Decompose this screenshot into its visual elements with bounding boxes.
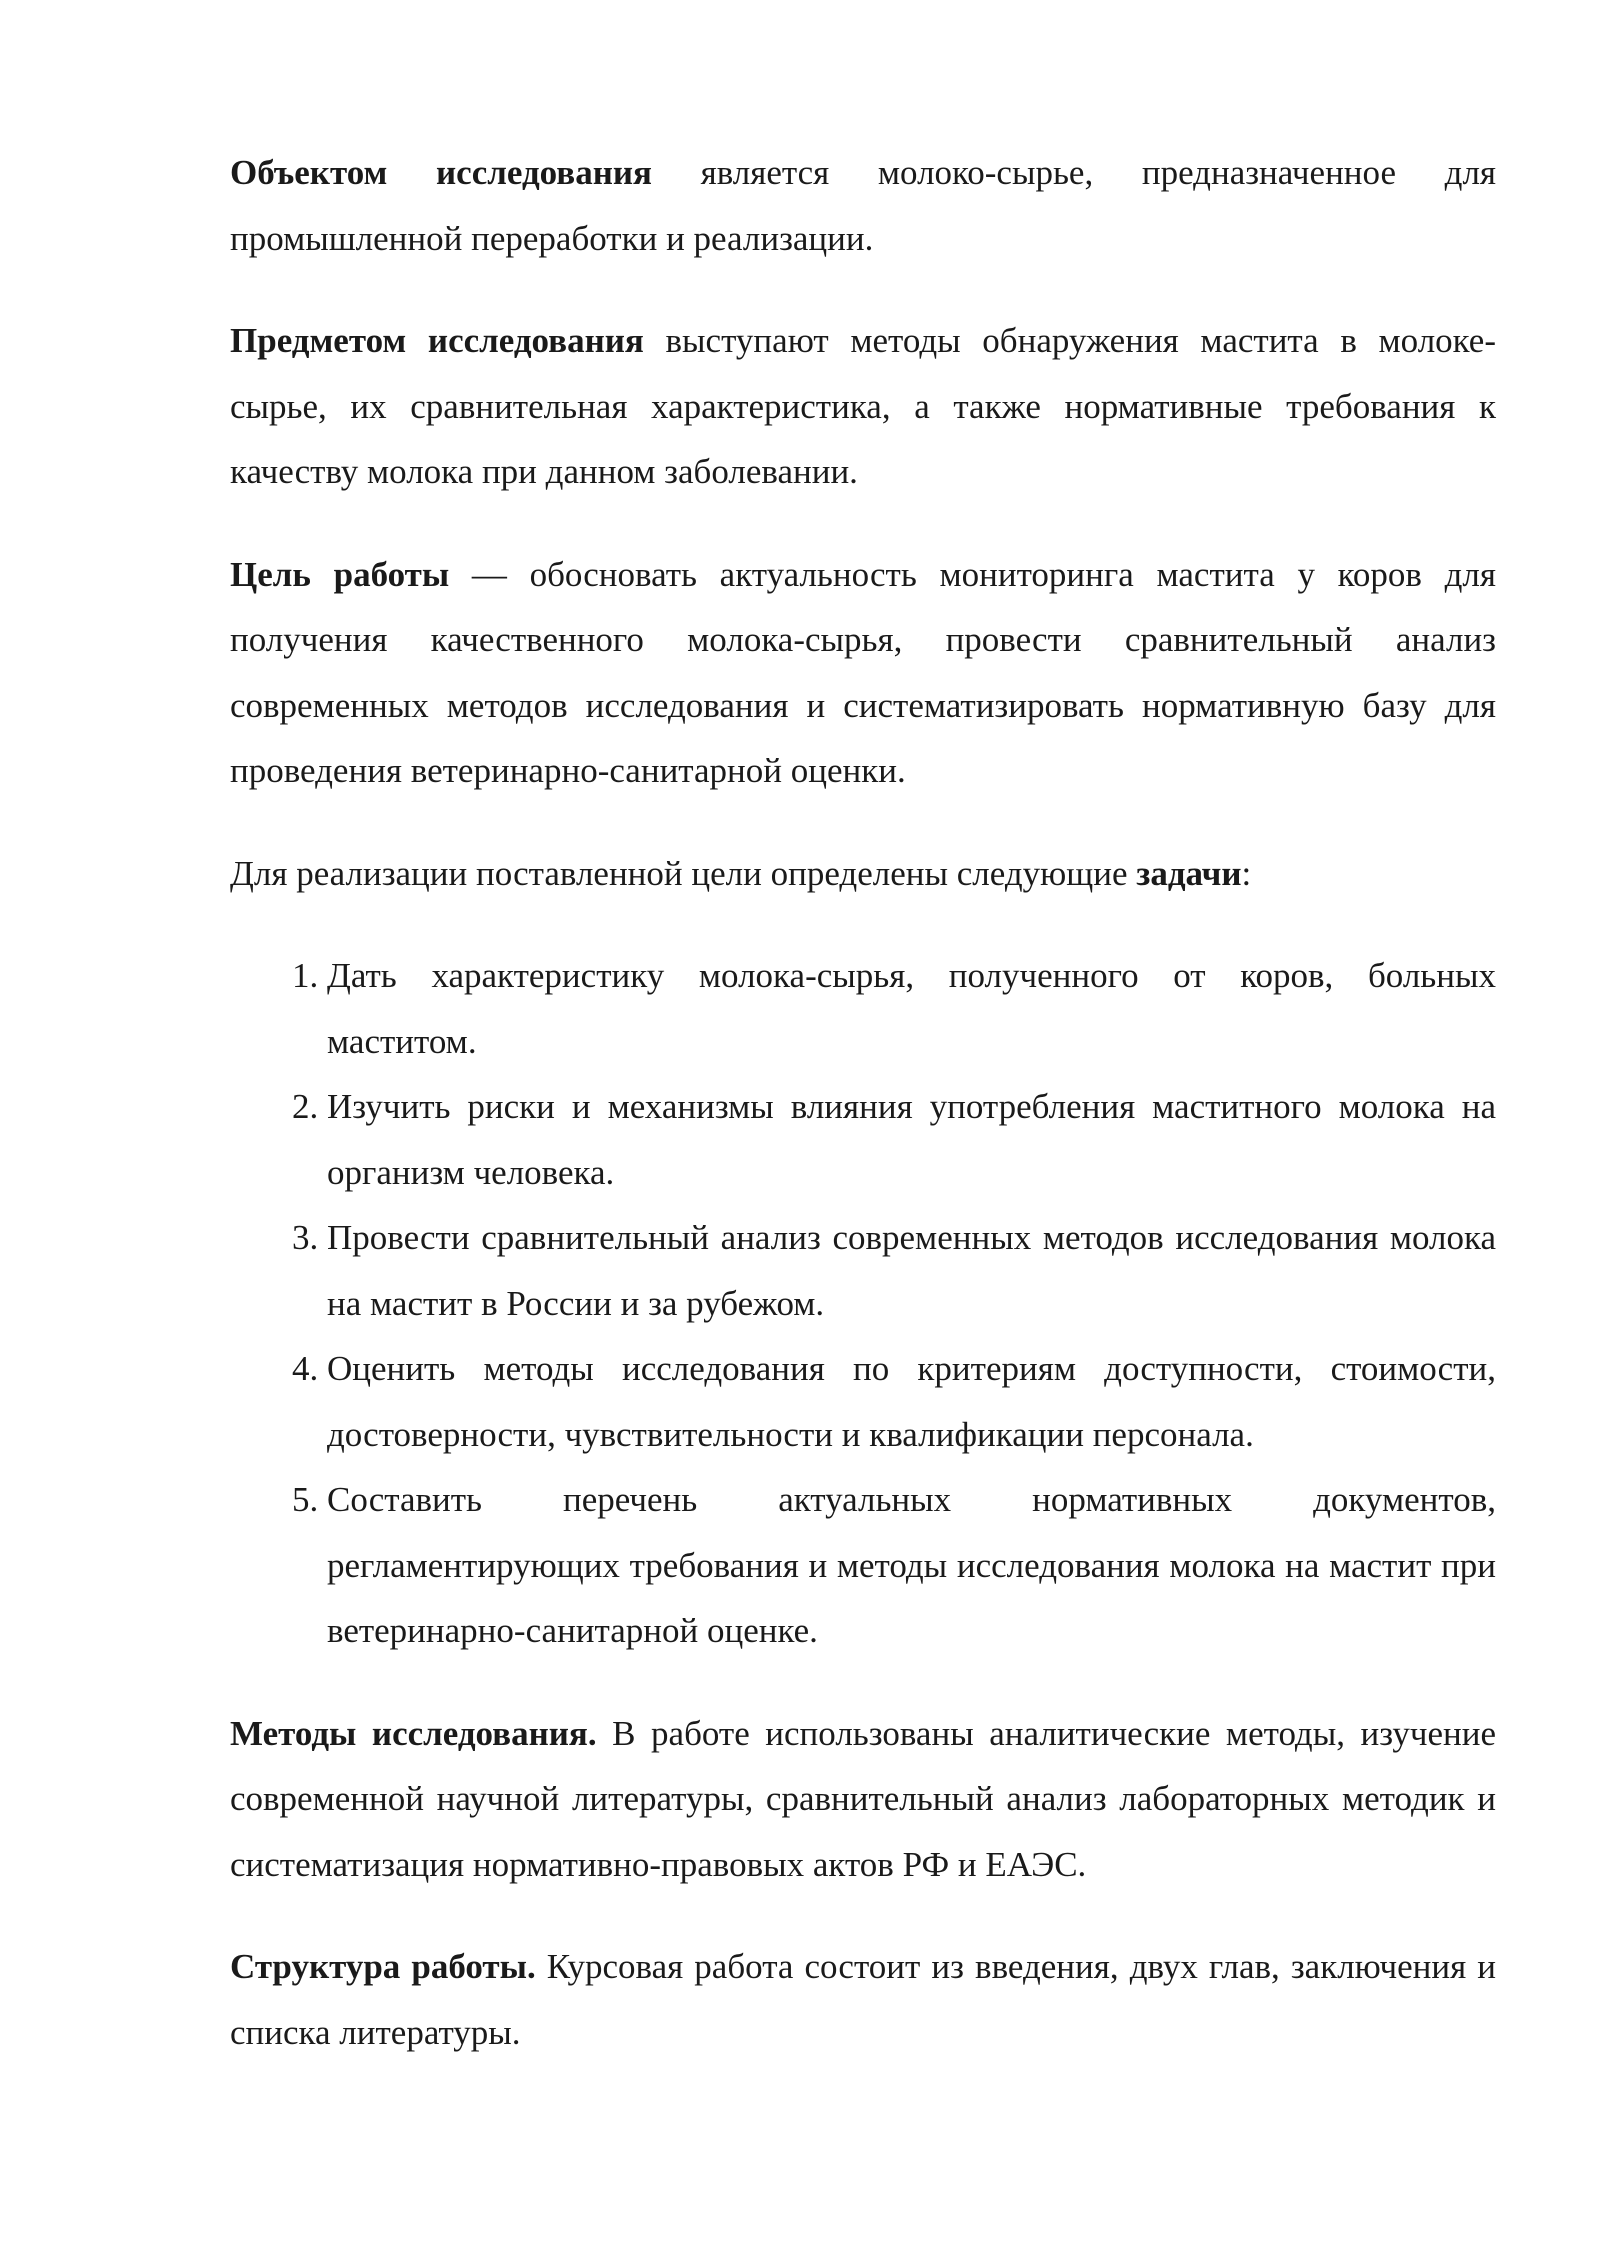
tasks-intro-text: Для реализации поставленной цели определены следующие	[230, 853, 1137, 893]
tasks-list	[230, 943, 1496, 1664]
object-text: является молоко-сырье, предназначенное для промышленной переработки и реализации.	[230, 153, 1497, 258]
object-paragraph	[230, 140, 1496, 271]
task-item-1: 1. Дать характеристику молока-сырья, полученного от коров, больных маститом.	[327, 943, 1496, 1074]
methods-paragraph	[230, 1701, 1496, 1898]
goal-text: — обосновать актуальность мониторинга мастита у коров для получения качественного молока-сырья, провести сравнительный анализ современных методов исследования и систематизировать нормативную базу для проведения ветеринарно-санитарной оценки.	[230, 554, 1496, 790]
document-page	[230, 140, 1496, 2102]
object-label: Объектом исследования	[230, 153, 652, 192]
tasks-intro-label: задачи	[1136, 853, 1242, 893]
task-item-3: 3. Провести сравнительный анализ современных методов исследования молока на мастит в России и за рубежом.	[327, 1205, 1496, 1336]
tasks-intro-paragraph	[230, 841, 1496, 907]
structure-text: Курсовая работа состоит из введения, двух глав, заключения и списка литературы.	[230, 1947, 1496, 2052]
structure-paragraph	[230, 1934, 1496, 2065]
subject-paragraph	[230, 308, 1496, 505]
tasks-intro-tail: :	[1241, 853, 1252, 893]
task-item-4: 4. Оценить методы исследования по критериям доступности, стоимости, достоверности, чувствительности и квалификации персонала.	[327, 1336, 1496, 1467]
task-item-2: 2. Изучить риски и механизмы влияния употребления маститного молока на организм человека.	[327, 1074, 1496, 1205]
subject-label: Предметом исследования	[230, 321, 644, 360]
structure-label: Структура работы.	[230, 1947, 536, 1986]
subject-text: выступают методы обнаружения мастита в молоке-сырье, их сравнительная характеристика, а также нормативные требования к качеству молока при данном заболевании.	[230, 321, 1497, 491]
task-item-5: 5. Составить перечень актуальных нормативных документов, регламентирующих требования и методы исследования молока на мастит при ветеринарно-санитарной оценке.	[327, 1467, 1496, 1664]
goal-label: Цель работы	[230, 554, 450, 594]
methods-text: В работе использованы аналитические методы, изучение современной научной литературы, сравнительный анализ лабораторных методик и систематизация нормативно-правовых актов РФ и ЕАЭС.	[230, 1713, 1496, 1884]
goal-paragraph	[230, 542, 1496, 804]
methods-label: Методы исследования.	[230, 1713, 597, 1753]
